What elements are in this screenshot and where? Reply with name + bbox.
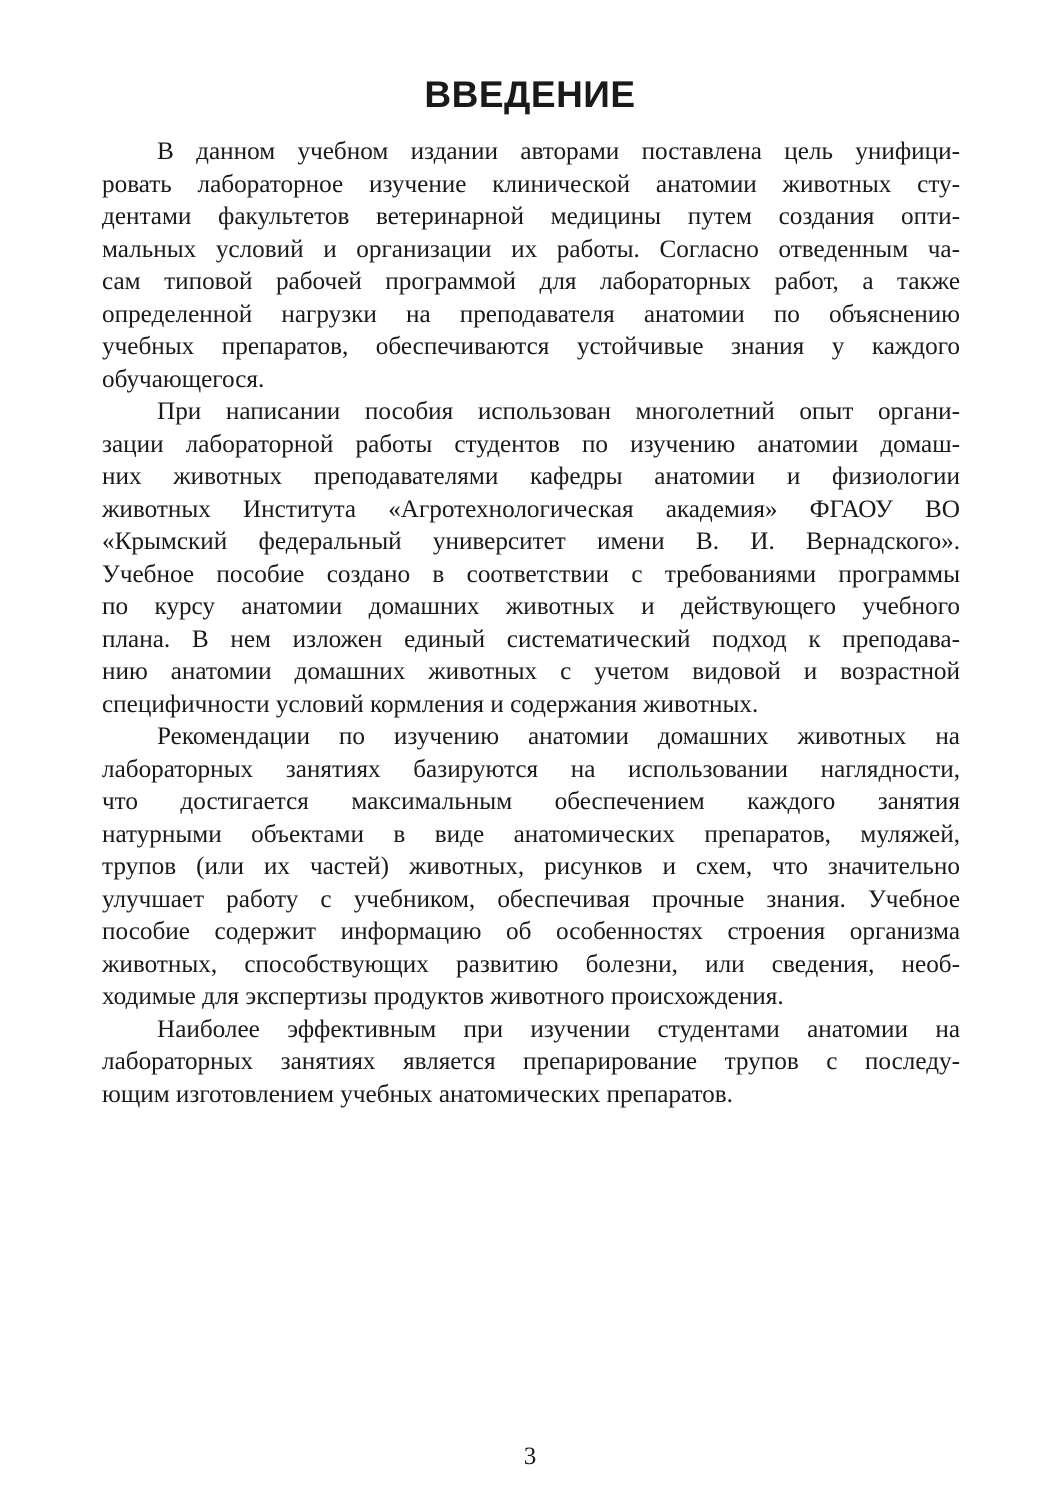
text-line: нию анатомии домашних животных с учетом видовой и возрастной xyxy=(102,658,960,685)
body-text xyxy=(102,136,960,1111)
text-line: При написании пособия использован многолетний опыт органи- xyxy=(157,398,960,425)
text-line: них животных преподавателями кафедры анатомии и физиологии xyxy=(102,463,960,490)
text-line: плана. В нем изложен единый систематический подход к преподава- xyxy=(102,625,960,653)
text-line: лабораторных занятиях базируются на использовании наглядности, xyxy=(102,755,960,783)
paragraph-1 xyxy=(102,136,960,396)
paragraph-2 xyxy=(102,396,960,721)
text-line: животных Института «Агротехнологическая академия» ФГАОУ ВО xyxy=(102,495,960,523)
text-line: «Крымский федеральный университет имени В. И. Вернадского». xyxy=(102,528,960,555)
page-number: 3 xyxy=(523,1443,537,1470)
paragraph-3 xyxy=(102,721,960,1014)
text-line: ющим изготовлением учебных анатомических препаратов. xyxy=(102,1080,733,1108)
text-line: сам типовой рабочей программой для лабораторных работ, а также xyxy=(102,268,960,295)
text-line: зации лабораторной работы студентов по изучению анатомии домаш- xyxy=(102,430,960,458)
text-line: Учебное пособие создано в соответствии с требованиями программы xyxy=(102,560,960,588)
text-line: улучшает работу с учебником, обеспечивая прочные знания. Учебное xyxy=(102,885,960,913)
text-line: специфичности условий кормления и содержания животных. xyxy=(102,690,759,718)
text-line: животных, способствующих развитию болезни, или сведения, необ- xyxy=(102,950,960,978)
text-line: дентами факультетов ветеринарной медицины путем создания опти- xyxy=(102,203,960,230)
text-line: что достигается максимальным обеспечением каждого занятия xyxy=(102,788,960,815)
text-line: по курсу анатомии домашних животных и действующего учебного xyxy=(102,593,960,620)
paragraph-4 xyxy=(102,1014,960,1112)
text-line: пособие содержит информацию об особенностях строения организма xyxy=(102,918,960,945)
text-line: лабораторных занятиях является препарирование трупов с последу- xyxy=(102,1048,960,1075)
text-line: В данном учебном издании авторами поставлена цель унифици- xyxy=(157,138,960,165)
text-line: ровать лабораторное изучение клинической анатомии животных сту- xyxy=(102,170,960,198)
text-line: ходимые для экспертизы продуктов животного происхождения. xyxy=(102,983,784,1010)
text-line: Рекомендации по изучению анатомии домашних животных на xyxy=(157,723,960,750)
text-line: обучающегося. xyxy=(102,365,265,393)
text-line: Наиболее эффективным при изучении студентами анатомии на xyxy=(157,1015,960,1043)
text-line: учебных препаратов, обеспечиваются устойчивые знания у каждого xyxy=(102,333,960,360)
text-line: трупов (или их частей) животных, рисунков и схем, что значительно xyxy=(102,853,960,880)
text-line: натурными объектами в виде анатомических препаратов, муляжей, xyxy=(102,820,960,848)
text-line: определенной нагрузки на преподавателя анатомии по объяснению xyxy=(102,300,960,328)
page-title: ВВЕДЕНИЕ xyxy=(424,74,636,115)
text-line: мальных условий и организации их работы. Согласно отведенным ча- xyxy=(102,235,960,263)
